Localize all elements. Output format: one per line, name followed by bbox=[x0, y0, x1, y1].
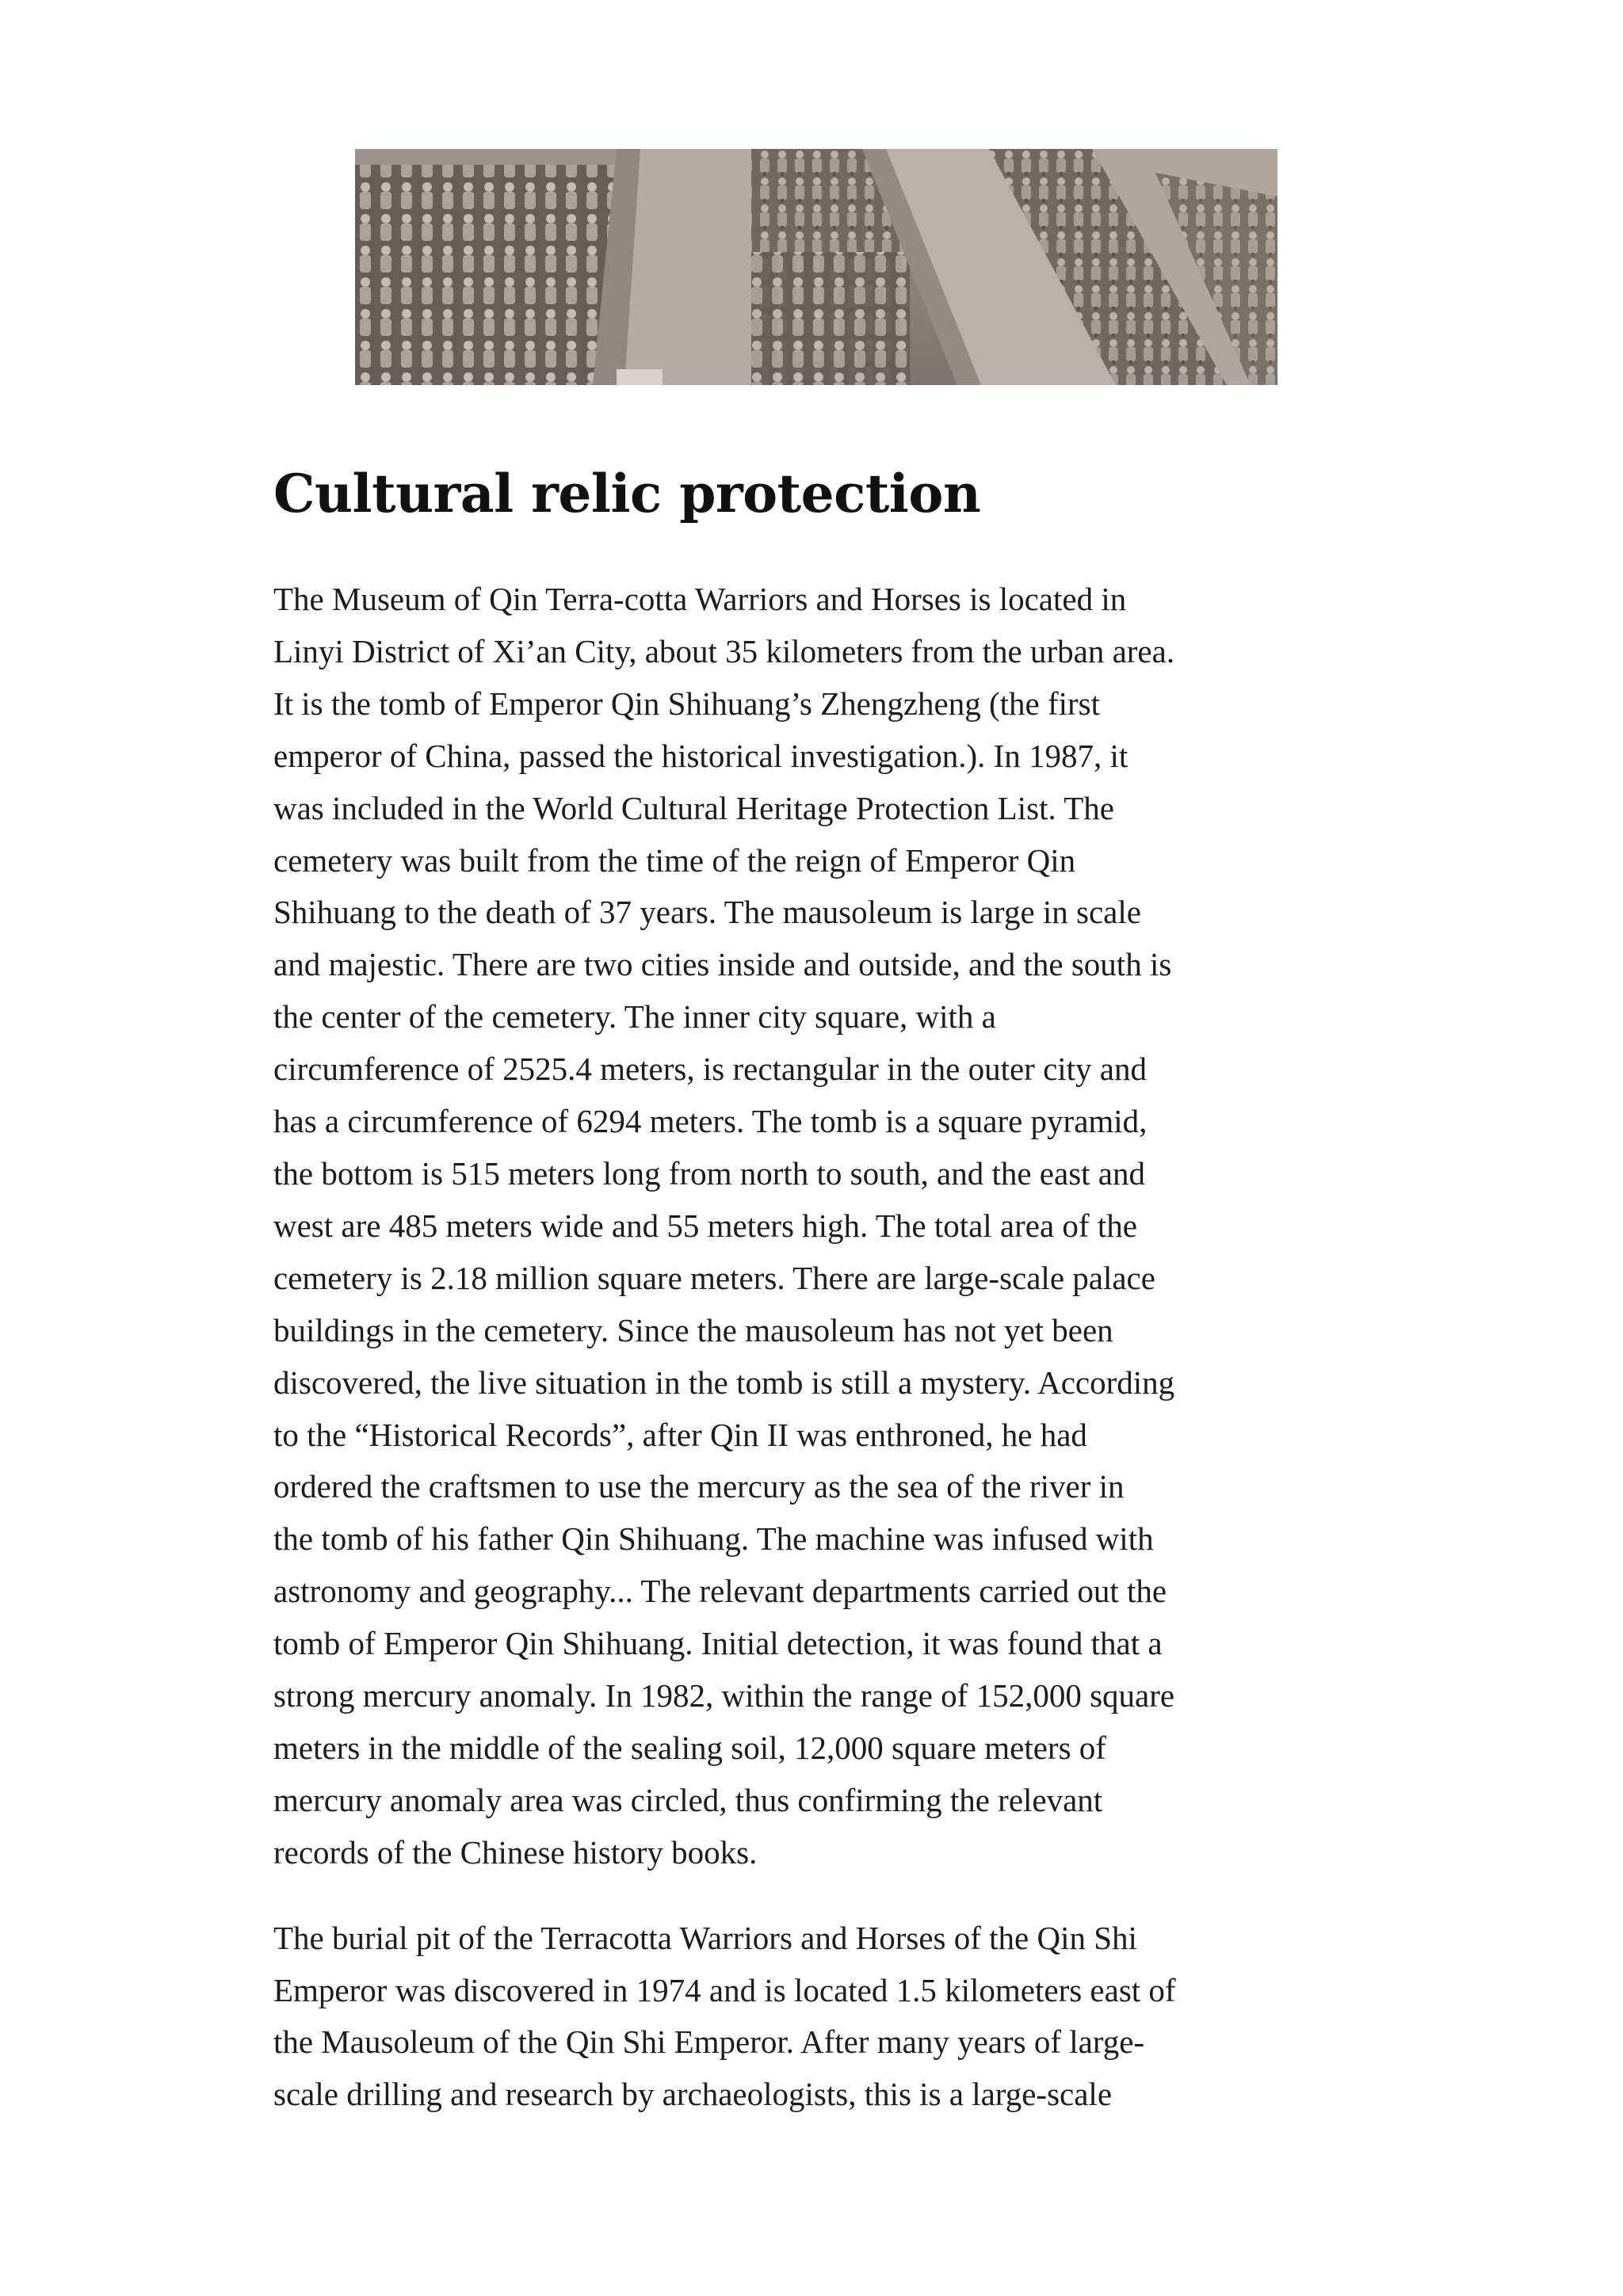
text-line: the center of the cemetery. The inner city square, with a bbox=[273, 998, 996, 1035]
page-title: Cultural relic protection bbox=[273, 463, 981, 524]
text-line: to the “Historical Records”, after Qin II was enthroned, he had bbox=[273, 1416, 1087, 1453]
paragraph-2 bbox=[273, 1913, 1375, 2122]
text-line: buildings in the cemetery. Since the mausoleum has not yet been bbox=[273, 1311, 1113, 1348]
text-line: strong mercury anomaly. In 1982, within the range of 152,000 square bbox=[273, 1677, 1175, 1714]
text-line: was included in the World Cultural Heritage Protection List. The bbox=[273, 789, 1114, 826]
text-line: Shihuang to the death of 37 years. The mausoleum is large in scale bbox=[273, 894, 1141, 931]
text-line: astronomy and geography... The relevant departments carried out the bbox=[273, 1573, 1167, 1610]
text-line: meters in the middle of the sealing soil, 12,000 square meters of bbox=[273, 1729, 1106, 1766]
text-line: circumference of 2525.4 meters, is rectangular in the outer city and bbox=[273, 1051, 1147, 1088]
text-line: The Museum of Qin Terra-cotta Warriors and Horses is located in bbox=[273, 581, 1127, 617]
text-line: discovered, the live situation in the tomb is still a mystery. According bbox=[273, 1363, 1175, 1401]
text-line: mercury anomaly area was circled, thus confirming the relevant bbox=[273, 1781, 1103, 1818]
text-line: cemetery is 2.18 million square meters. There are large-scale palace bbox=[273, 1259, 1155, 1296]
text-line: west are 485 meters wide and 55 meters high. The total area of the bbox=[273, 1207, 1137, 1244]
article-body bbox=[273, 574, 1375, 2154]
paragraph-1 bbox=[273, 574, 1375, 1879]
text-line: records of the Chinese history books. bbox=[273, 1833, 758, 1871]
banner-image bbox=[355, 149, 1277, 385]
text-line: emperor of China, passed the historical investigation.). In 1987, it bbox=[273, 737, 1128, 774]
text-line: Emperor was discovered in 1974 and is located 1.5 kilometers east of bbox=[273, 1971, 1176, 2008]
text-line: cemetery was built from the time of the reign of Emperor Qin bbox=[273, 841, 1076, 879]
text-line: ordered the craftsmen to use the mercury as the sea of the river in bbox=[273, 1468, 1125, 1505]
text-line: The burial pit of the Terracotta Warriors and Horses of the Qin Shi bbox=[273, 1919, 1137, 1956]
text-line: Linyi District of Xi’an City, about 35 kilometers from the urban area. bbox=[273, 632, 1175, 669]
text-line: It is the tomb of Emperor Qin Shihuang’s Zhengzheng (the first bbox=[273, 685, 1101, 722]
text-line: and majestic. There are two cities inside and outside, and the south is bbox=[273, 946, 1172, 983]
text-line: tomb of Emperor Qin Shihuang. Initial detection, it was found that a bbox=[273, 1625, 1163, 1662]
text-line: has a circumference of 6294 meters. The tomb is a square pyramid, bbox=[273, 1103, 1148, 1140]
text-line: scale drilling and research by archaeologists, this is a large-scale bbox=[273, 2076, 1113, 2113]
terracotta-warriors-photo-icon bbox=[355, 149, 1277, 385]
text-line: the Mausoleum of the Qin Shi Emperor. After many years of large- bbox=[273, 2023, 1145, 2061]
text-line: the tomb of his father Qin Shihuang. The machine was infused with bbox=[273, 1520, 1154, 1558]
text-line: the bottom is 515 meters long from north to south, and the east and bbox=[273, 1154, 1145, 1192]
